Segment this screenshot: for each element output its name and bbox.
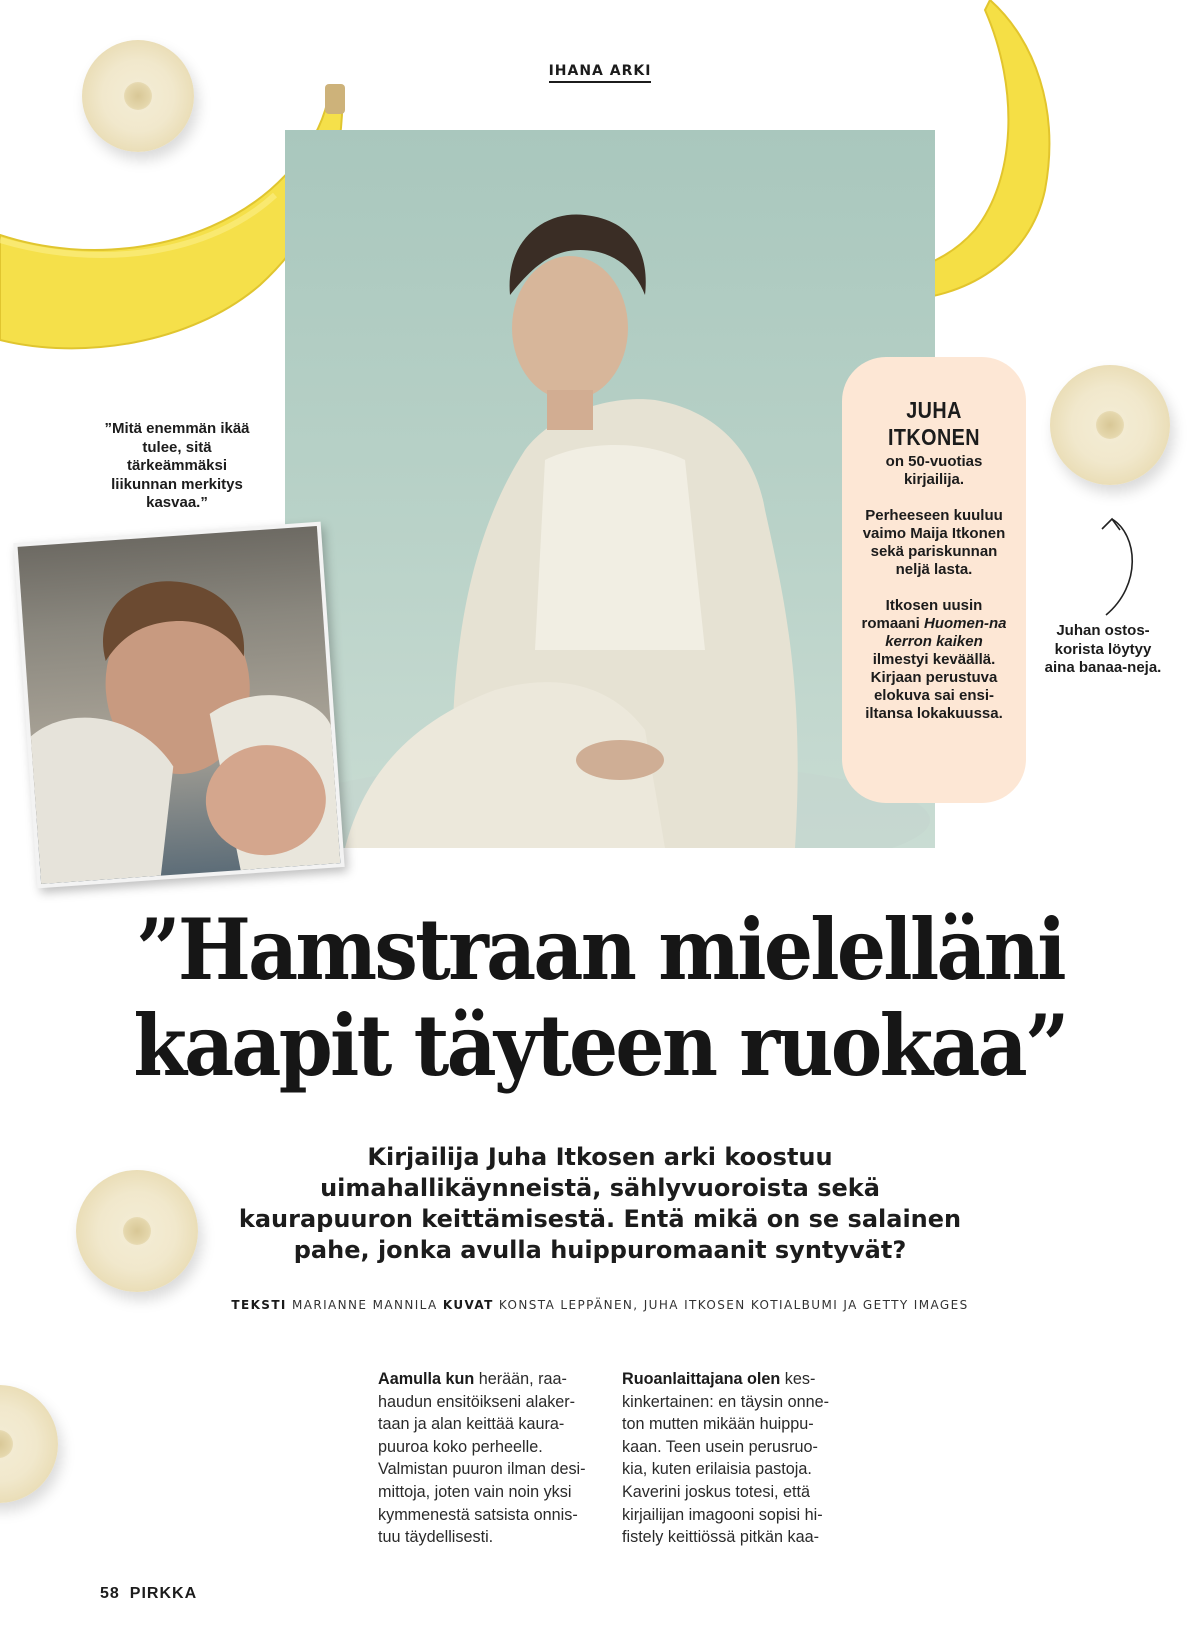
banana-slice-center [1096, 411, 1124, 439]
credits-photo-label: KUVAT [442, 1298, 494, 1312]
selfie-figure [18, 526, 341, 884]
quote-caption: ”Mitä enemmän ikää tulee, sitä tärkeämmäksi liikunnan merkitys kasvaa.” [104, 420, 250, 511]
credits-text-label: TEKSTI [231, 1298, 287, 1312]
banana-slice-center [0, 1430, 13, 1458]
headline-line-2: kaapit täyteen ruokaa” [133, 996, 1067, 1095]
banana-slice-top-left [82, 40, 194, 152]
banana-slice-center [123, 1217, 151, 1245]
lead-paragraph: Kirjailija Juha Itkosen arki koostuu uimahallikäynneistä, sählyvuoroista sekä kaurapuuron keittämisestä. Entä mikä on se salainen pahe, jonka avulla huippuromaanit syntyvät? [238, 1143, 962, 1264]
info-box-name: JUHA ITKONEN [887, 397, 981, 450]
banana-slice-center [124, 82, 152, 110]
info-box [842, 357, 1026, 803]
section-tag-label: IHANA ARKI [549, 63, 652, 83]
banana-caption: Juhan ostos-korista löytyy aina banaa-neja. [1044, 622, 1162, 676]
info-box-paragraph-2: Perheeseen kuuluu vaimo Maija Itkonen sekä pariskunnan neljä lasta. [862, 507, 1006, 578]
page-number: 58 [100, 1585, 120, 1602]
info-box-p3-post: ilmestyi keväällä. Kirjaan perustuva elokuva sai ensi-iltansa lokakuussa. [865, 651, 1003, 722]
column-2-lead-in: Ruoanlaittajana olen [622, 1370, 781, 1388]
headline [0, 902, 1200, 1094]
body-column-1 [378, 1368, 588, 1549]
magazine-name: PIRKKA [129, 1585, 198, 1602]
credits-text-name: MARIANNE MANNILA [292, 1298, 438, 1312]
column-1-body: herään, raa-haudun ensitöikseni alaker-taan ja alan keittää kaura-puuroa koko perheelle. Valmistan puuron ilman desi-mittoja, joten vain noin yksi kymmenestä satsista onnis-tuu täydellisesti. [378, 1370, 586, 1547]
info-box-paragraph-1: on 50-vuotias kirjailija. [885, 453, 983, 488]
headline-line-1: ”Hamstraan mielelläni [136, 900, 1064, 999]
info-box-text [856, 453, 1012, 723]
credits [0, 1298, 1200, 1312]
selfie-photo [13, 522, 344, 889]
selfie-photo-image [18, 526, 341, 884]
info-box-p3-pre: Itkosen uusin romaani [861, 597, 983, 632]
hero-portrait-figure [285, 130, 935, 848]
hero-photo [285, 130, 935, 848]
column-1-lead-in: Aamulla kun [378, 1370, 475, 1388]
banana-slice-bottom-left [0, 1385, 58, 1503]
column-2-body: kes-kinkertainen: en täysin onne-ton mutten mikään huippu-kaan. Teen usein perusruo-kia, kuten erilaisia pastoja. Kaverini joskus totesi, että kirjailijan imagooni sopisi hi-fistely keittiössä pitkän kaa- [622, 1370, 829, 1547]
curved-arrow-icon [1098, 515, 1148, 620]
banana-slice-mid-left [76, 1170, 198, 1292]
body-column-2 [622, 1368, 832, 1549]
banana-slice-right [1050, 365, 1170, 485]
info-box-paragraph-3 [856, 597, 1012, 723]
folio [100, 1585, 197, 1603]
credits-photo-names: KONSTA LEPPÄNEN, JUHA ITKOSEN KOTIALBUMI JA GETTY IMAGES [498, 1298, 969, 1312]
book-title: Huomen-na kerron kaiken [885, 615, 1007, 650]
